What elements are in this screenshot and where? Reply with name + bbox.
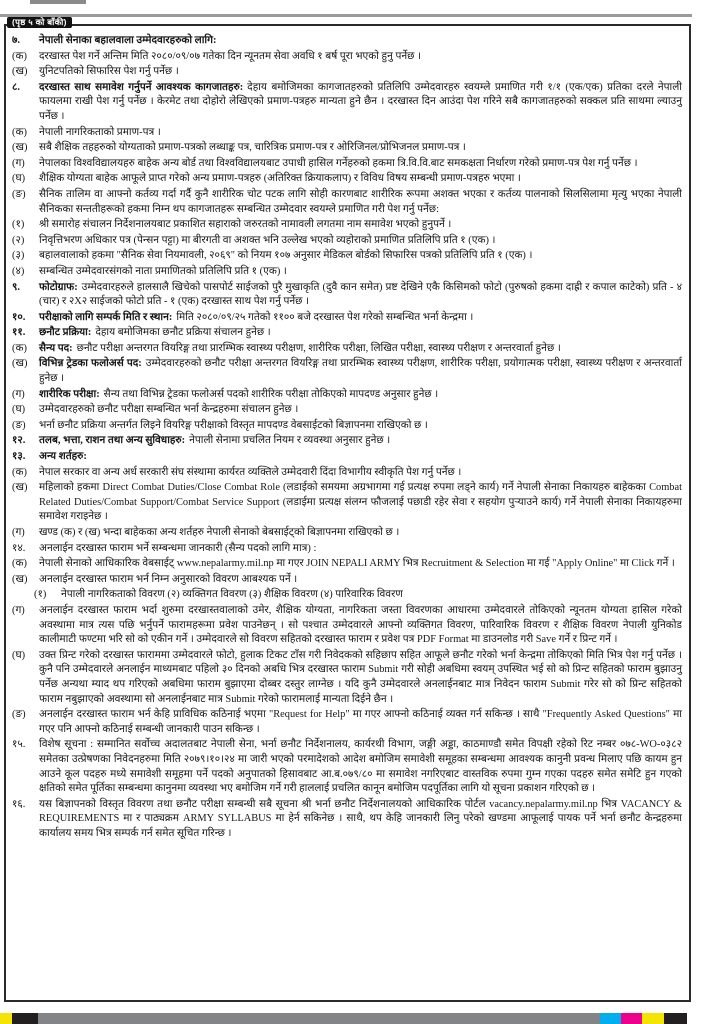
- black-patch: [12, 1013, 38, 1024]
- item-text: श्री समारोह संचालन निर्देशनालयबाट प्रकाशित सहाराको जरुरतको नामावली लगतमा नाम समावेश भएको हुनुपर्ने ।: [39, 219, 452, 231]
- item-text-block: [39, 65, 682, 80]
- item-text-block: [39, 281, 682, 310]
- yellow-patch: [0, 1013, 12, 1024]
- item-marker: (१): [12, 219, 25, 231]
- list-item: [12, 281, 682, 310]
- item-marker: (घ): [12, 173, 26, 185]
- cyan-patch: [600, 1013, 621, 1024]
- list-item: [12, 708, 682, 737]
- item-marker: (ङ): [12, 709, 26, 721]
- gray-strip: [38, 1013, 600, 1024]
- item-text: शैक्षिक योग्यता बाहेक आफूले प्राप्त गरेको अन्य प्रमाण-पत्रहरु (अतिरिक्त क्रियाकलाप) र विविध विषय सम्बन्धी प्रमाण-पत्रहरु भएमा ।: [39, 173, 521, 185]
- item-text: युनिटपतिको सिफारिस पेश गर्नु पर्नेछ ।: [39, 66, 179, 78]
- notice-box: [4, 24, 691, 1002]
- item-lead: छनौट प्रक्रिया:: [39, 327, 92, 339]
- printer-color-calibration-bar: [0, 1013, 701, 1024]
- list-item: [12, 311, 682, 326]
- list-item: [12, 526, 682, 541]
- item-text: देहाय बमोजिमका कागजातहरुको प्रतिलिपि उम्मेदवारहरु स्वयम्ले प्रमाणित गरी १/१ (एक/एक) प्रतिका दरले नेपाली फायलमा राखी पेश गर्नु पर्नेछ । केरमेट तथा दोहोरो लेखिएको प्रमाण-पत्रहरु मान्यता हुने छैन । दरखास्त दिन आउंदा पेश गरिने सबै कागजातहरुको सक्कल प्रति साथमा ल्याउनु पर्नेछ ।: [39, 81, 682, 122]
- list-item: [34, 588, 682, 603]
- list-item: [12, 481, 682, 525]
- item-text-block: [39, 172, 682, 187]
- item-text-block: [39, 81, 682, 125]
- item-text-block: [39, 388, 682, 403]
- list-item: [12, 34, 682, 49]
- item-text-block: [39, 481, 682, 525]
- item-text: महिलाको हकमा Direct Combat Duties/Close Combat Role (लडाईको समयमा अग्रभागमा गई प्रत्यक्ष रुपमा लड्ने कार्य) गर्ने नेपाली सेनाका निकायहरु बाहेकका Combat Related Duties/Combat Support/Combat Service Support (लडाईमा प्रत्यक्ष संलग्न फौजलाई पछाडी रहेर सेवा र सहयोग पुर्‍याउने कार्य) गर्ने नेपाली सेनाका निकायहरुमा समावेश गराइनेछ ।: [39, 482, 682, 523]
- item-marker: १६.: [12, 798, 26, 810]
- item-text: सम्बन्धित उम्मेदवारसंगको नाता प्रमाणितको प्रतिलिपि प्रति १ (एक) ।: [39, 265, 287, 277]
- item-marker: (क): [12, 466, 27, 478]
- item-text-block: [39, 157, 682, 172]
- item-text: देहाय बमोजिमका छनौट प्रक्रिया संचालन हुनेछ ।: [95, 327, 271, 339]
- item-marker: ९.: [12, 281, 21, 293]
- item-marker: (घ): [12, 649, 26, 661]
- item-text-block: [39, 434, 682, 449]
- list-item: [12, 798, 682, 842]
- item-text: नेपाली सेनामा प्रचलित नियम र व्यवस्था अनुसार हुनेछ ।: [189, 435, 391, 447]
- item-text-block: [39, 419, 682, 434]
- item-marker: १५.: [12, 739, 26, 751]
- list-item: [12, 234, 682, 249]
- item-lead: फोटोग्राफ:: [39, 281, 78, 293]
- list-item: [12, 419, 682, 434]
- item-text-block: [39, 141, 682, 156]
- list-item: [12, 157, 682, 172]
- item-text-block: [39, 466, 682, 481]
- top-divider-rule: [0, 14, 692, 17]
- item-text: दरखास्त पेश गर्ने अन्तिम मिति २०८०/०९/०७ गतेका दिन न्यूनतम सेवा अवधि १ बर्ष पूरा भएको हुनु पर्नेछ ।: [39, 50, 421, 62]
- item-marker: (२): [12, 234, 25, 246]
- scan-edge-fragment: [30, 0, 86, 4]
- list-item: [12, 218, 682, 233]
- item-text: अनलाईन दरखास्त फाराम भर्ने सम्बन्धमा जानकारी (सैन्य पदको लागि मात्र) :: [39, 542, 317, 554]
- list-item: [12, 388, 682, 403]
- item-text-block: [39, 249, 682, 264]
- list-item: [12, 649, 682, 707]
- item-text: अनलाईन दरखास्त फाराम भर्दा शुरुमा दरखास्तवालाको उमेर, शैक्षिक योग्यता, नागरिकता जस्ता विवरणका आधारमा उम्मेदवारले तोकिएको न्यूनतम योग्यता हासिल गरेको अवस्थामा मात्र त्यस पछि भर्नुपर्ने फारामहरूमा प्रवेश पाउनेछन् । सो पश्चात उम्मेदवारले आफ्नो व्यक्तिगत विवरण, पारिवारिक विवरण र शैक्षिक विवरण नेपाली युनिकोड कालीमाटी फण्टमा भरि सो को एकीन गर्ने । उम्मेदवारले सो विवरण सहितको दरखास्त फाराम र प्रवेश पत्र PDF Format मा डाउनलोड गरी Save गर्ने र प्रिन्ट गर्ने ।: [39, 604, 682, 646]
- item-marker: ८.: [12, 81, 21, 93]
- list-item: [12, 265, 682, 280]
- item-marker: ७.: [12, 35, 21, 46]
- list-item: [12, 249, 682, 264]
- item-text-block: [39, 403, 682, 418]
- item-text: सैनिक तालिम वा आफ्नो कर्तव्य गर्दा गर्दै कुनै शारीरिक चोट पटक लागि सोही कारणबाट शारीरिक रूपमा अशक्त भएका र कर्तव्य पालनाको सिलसिलामा मृत्यु भएका नेपाली सैनिकका सन्ततीहरूको हकमा निम्न थप कागजातहरू सम्बन्धित उम्मेदवार स्वयम्ले प्रमाणित गरी पेश गर्नु पर्नेछ:: [39, 188, 682, 215]
- black-patch-2: [664, 1013, 687, 1024]
- item-text: नेपाल सरकार वा अन्य अर्ध सरकारी संघ संस्थामा कार्यरत व्यक्तिले उम्मेदवारी दिंदा विभागीय स्वीकृति पेश गर्नु पर्नेछ ।: [39, 466, 462, 478]
- item-text-block: [39, 34, 682, 49]
- item-marker: (ख): [12, 66, 28, 78]
- item-lead: तलब, भत्ता, राशन तथा अन्य सुविधाहरु:: [39, 435, 186, 447]
- item-text: नेपाली नागरिकताको प्रमाण-पत्र ।: [39, 126, 161, 138]
- item-text-block: [39, 557, 682, 572]
- item-text: नेपाली नागरिकताको विवरण (२) व्यक्तिगत विवरण (३) शैक्षिक विवरण (४) पारिवारिक विवरण: [61, 589, 403, 601]
- item-marker: (ङ): [12, 188, 26, 200]
- item-text-block: [39, 342, 682, 357]
- item-marker: (ख): [12, 573, 28, 585]
- list-item: [12, 126, 682, 141]
- list-item: [12, 81, 682, 125]
- item-lead: परीक्षाको लागि सम्पर्क मिति र स्थान:: [39, 311, 173, 323]
- item-text: सैन्य तथा विभिन्न ट्रेडका फलोअर्स पदको शारीरिक परीक्षा तोकिएको मापदण्ड अनुसार हुनेछ ।: [103, 388, 439, 400]
- item-lead: विभिन्न ट्रेडका फलोअर्स पद:: [39, 358, 142, 370]
- list-item: [12, 466, 682, 481]
- item-marker: (क): [12, 126, 27, 138]
- item-text-block: [61, 588, 682, 603]
- item-text-block: [39, 738, 682, 796]
- item-text-block: [39, 326, 682, 341]
- item-marker: (ङ): [12, 419, 26, 431]
- item-marker: (ख): [12, 482, 28, 494]
- item-marker: (ग): [12, 388, 25, 400]
- item-text: विशेष सूचना : सम्मानित सर्वोच्च अदालतबाट नेपाली सेना, भर्ना छनौट निर्देशनालय, कार्यरथी विभाग, जङ्गी अड्डा, काठमाण्डौ समेत विपक्षी रहेको रिट नम्बर ०७८-WO-०३८२ समेतका उत्प्रेषणका निवेदनहरुमा मिति २०७९।१०।२४ मा जारी भएको परमादेशको आदेश बमोजिम समावेशी समूहका सम्बन्धमा आवश्यक कानुनी प्रवन्ध मिलाए पछि कायम हुन आउने कूल पदहरु मध्ये समावेशी समूहमा पर्ने पदको अनुपातको हिसावबाट आ.ब.०७९/८० मा समावेश नगरिएबाट वास्तविक रुपमा गुम्न गएका पदहरु समेत समेटि हुन गएको क्षतिको समेत पूर्तिका सम्बन्धमा कानुनमा व्यवस्था भए बमोजिम गर्ने गरी हाललाई प्रचलित कानून बमोजिम पदपूर्तिका लागि यो सूचना प्रकाशन गरिएको छ ।: [39, 739, 682, 795]
- item-text: सबै शैक्षिक तहहरुको योग्यताको प्रमाण-पत्रको लब्धाङ्क पत्र, चारित्रिक प्रमाण-पत्र र ओरिजिनल/प्रोभिजनल प्रमाण-पत्र ।: [39, 142, 466, 154]
- item-marker: ११.: [12, 327, 26, 339]
- item-text-block: [39, 604, 682, 648]
- item-marker: (१): [34, 589, 47, 601]
- item-marker: (ख): [12, 358, 28, 370]
- item-marker: (क): [12, 50, 27, 62]
- item-text-block: [39, 311, 682, 326]
- list-item: [12, 573, 682, 588]
- item-text: मिति २०८०/०९/२५ गतेको ११०० बजे दरखास्त पेश गरेको सम्बन्धित भर्ना केन्द्रमा ।: [176, 311, 474, 323]
- item-marker: (४): [12, 265, 25, 277]
- list-item: [12, 172, 682, 187]
- item-text: निवृत्तिभरण अधिकार पत्र (पेन्सन पट्टा) मा बीरगती वा अशक्त भनि उल्लेख भएको व्यहोराको प्रमाणित प्रतिलिपि प्रति १ (एक) ।: [39, 234, 496, 246]
- item-marker: १४.: [12, 542, 26, 554]
- item-text: खण्ड (क) र (ख) भन्दा बाहेकका अन्य शर्तहरु नेपाली सेनाको बेबसाईट्को बिज्ञापनमा राखिएको छ ।: [39, 527, 400, 538]
- item-text: नेपाली सेनाको आधिकारिक वेबसाईट् www.nepalarmy.mil.np मा गएर JOIN NEPALI ARMY भित्र Recruitment & Selection मा गई "Apply Online" मा Click गर्ने ।: [39, 558, 675, 570]
- item-marker: (ख): [12, 142, 28, 154]
- item-text-block: [39, 542, 682, 557]
- item-marker: (घ): [12, 404, 26, 416]
- item-marker: (३): [12, 250, 25, 262]
- magenta-patch: [621, 1013, 642, 1024]
- item-text: नेपालका विश्वविद्यालयहरु बाहेक अन्य बोर्ड तथा विश्वविद्यालयबाट उपाधी हासिल गर्नेहरुको हकमा त्रि.वि.वि.बाट समकक्षता निर्धारण गरेको प्रमाण-पत्र पेश गर्नु पर्नेछ ।: [39, 157, 638, 169]
- item-text-block: [39, 450, 682, 465]
- item-lead: सैन्य पद:: [39, 342, 73, 354]
- item-text-block: [39, 265, 682, 280]
- yellow-patch-2: [642, 1013, 664, 1024]
- list-item: [12, 141, 682, 156]
- item-text: छनौट परीक्षा अन्तरगत वियरिङ्ग तथा प्रारम्भिक स्वास्थ्य परीक्षण, शारीरिक परीक्षा, लिखित परीक्षा, स्वास्थ्य परीक्षण र अन्तरवार्ता हुनेछ ।: [76, 342, 561, 354]
- item-marker: (क): [12, 558, 27, 570]
- item-marker: १२.: [12, 435, 26, 447]
- list-item: [12, 434, 682, 449]
- item-text: उम्मेदवारहरुको छनौट परीक्षा सम्बन्धित भर्ना केन्द्रहरुमा संचालन हुनेछ ।: [39, 404, 299, 416]
- item-text: उक्त प्रिन्ट गरेको दरखास्त फाराममा उम्मेदवारले फोटो, हुलाक टिकट टाँस गरी निवेदकको सहिछाप सहित आफूले छनौट गरेको भर्ना केन्द्रमा तोकिएको मिति भित्र पेश गर्नु पर्नेछ । कुनै पनि उम्मेदवारले अनलाईन माध्यमबाट पहिलो ३० दिनको अबधि भित्र दरखास्त फाराम Submit गरी सोही अबधिमा स्वयम् उपस्थित भई सो को प्रिन्ट सहितको फाराम बुझाउनु पर्नेछ अन्यथा म्याद थप गरिएको अबधिमा फाराम बुझाएमा दोब्बर दस्तुर लाग्नेछ । यदि कुनै उम्मेदवारले अनलाईनबाट मात्र निवेदन फाराम Submit गरेर सो को प्रिन्ट सहितको फाराम नबुझाएको अवस्थामा सो अनलाईनबाट मात्र Submit गरेको फारामलाई मान्यता दिईने छैन ।: [39, 649, 682, 705]
- list-item: [12, 326, 682, 341]
- item-marker: (ग): [12, 604, 25, 616]
- list-item: [12, 342, 682, 357]
- item-marker: १०.: [12, 311, 26, 323]
- item-marker: १३.: [12, 451, 26, 463]
- item-text-block: [39, 526, 682, 541]
- list-item: [12, 450, 682, 465]
- notice-body: [12, 34, 682, 841]
- item-marker: (क): [12, 342, 27, 354]
- list-item: [12, 738, 682, 796]
- item-text: भर्ना छनौट प्रक्रिया अन्तर्गत लिइने वियरिङ्ग परीक्षाको विस्तृत मापदण्ड वेबसाईटको बिज्ञापनमा राखिएको छ ।: [39, 419, 428, 431]
- list-item: [12, 604, 682, 648]
- item-text: अनलाईन दरखास्त फाराम भर्न केहि प्राविधिक कठिनाई भएमा "Request for Help" मा गएर आफ्नो कठिनाई व्यक्त गर्न सकिन्छ । साथै "Frequently Asked Questions" मा गएर पनि आफ्नो कठिनाई सम्बन्धी जानकारी पाउन सकिन्छ ।: [39, 709, 682, 735]
- page-continuation-tag: (पृष्ठ ५ को बाँकी): [7, 17, 72, 28]
- item-text: अनलाईन दरखास्त फाराम भर्न निम्न अनुसारको विवरण आबश्यक पर्ने ।: [39, 573, 298, 585]
- item-lead: दरखास्त साथ समावेश गर्नुपर्ने आवश्यक कागजातहरु:: [39, 81, 244, 93]
- item-text-block: [39, 798, 682, 842]
- item-text-block: [39, 218, 682, 233]
- list-item: [12, 50, 682, 65]
- item-lead: नेपाली सेनाका बहालवाला उम्मेदवारहरुको लागि:: [39, 35, 217, 46]
- item-marker: (ग): [12, 527, 25, 538]
- item-text: उम्मेदवारहरुको छनौट परीक्षा अन्तरगत वियरिङ्ग तथा प्रारम्भिक स्वास्थ्य परीक्षण, शारीरिक परीक्षा, प्रयोगात्मक परीक्षा, स्वास्थ्य परीक्षण र अन्तरवार्ता हुनेछ ।: [39, 358, 682, 385]
- item-text-block: [39, 708, 682, 737]
- list-item: [12, 542, 682, 557]
- item-text-block: [39, 573, 682, 588]
- item-text: यस बिज्ञापनको विस्तृत विवरण तथा छनौट परीक्षा सम्बन्धी सबै सूचना श्री भर्ना छनौट निर्देशनालयको आधिकारिक पोर्टल vacancy.nepalarmy.mil.np भित्र VACANCY & REQUIREMENTS मा र पाठ्यक्रम ARMY SYLLABUS मा हेर्न सकिनेछ । साथै, थप केहि जानकारी लिनु परेको खण्डमा आफूलाई पायक पर्ने भर्ना छनौट केन्द्रहरुमा कार्यालय समय भित्र सम्पर्क गर्न समेत सूचित गरिन्छ ।: [39, 798, 682, 839]
- item-marker: (ग): [12, 157, 25, 169]
- item-text-block: [39, 188, 682, 217]
- item-text-block: [39, 50, 682, 65]
- item-text-block: [39, 126, 682, 141]
- list-item: [12, 557, 682, 572]
- list-item: [12, 65, 682, 80]
- item-text-block: [39, 649, 682, 707]
- item-lead: शारीरिक परीक्षा:: [39, 388, 100, 400]
- item-text: उम्मेदवारहरुले हालसालै खिचेको पासपोर्ट साईजको पुरै मुखाकृति (दुवै कान समेत) प्रष्ट देखिने एकै किसिमको फोटो (पुरुषको हकमा दाह्री र कपाल काटेको) प्रति - ४ (चार) र २X२ साईजको फोटो प्रति - १ (एक) दरखास्त साथ पेश गर्नु पर्नेछ ।: [39, 281, 682, 308]
- item-lead: अन्य शर्तहरु:: [39, 451, 87, 463]
- item-text-block: [39, 234, 682, 249]
- white-gap: [687, 1013, 701, 1024]
- list-item: [12, 403, 682, 418]
- item-text-block: [39, 357, 682, 386]
- list-item: [12, 357, 682, 386]
- item-text: बहालवालाको हकमा "सैनिक सेवा नियमावली, २०६९" को नियम १०७ अनुसार मेडिकल बोर्डको सिफारिस पत्रको प्रतिलिपि प्रति १ (एक) ।: [39, 250, 533, 262]
- list-item: [12, 188, 682, 217]
